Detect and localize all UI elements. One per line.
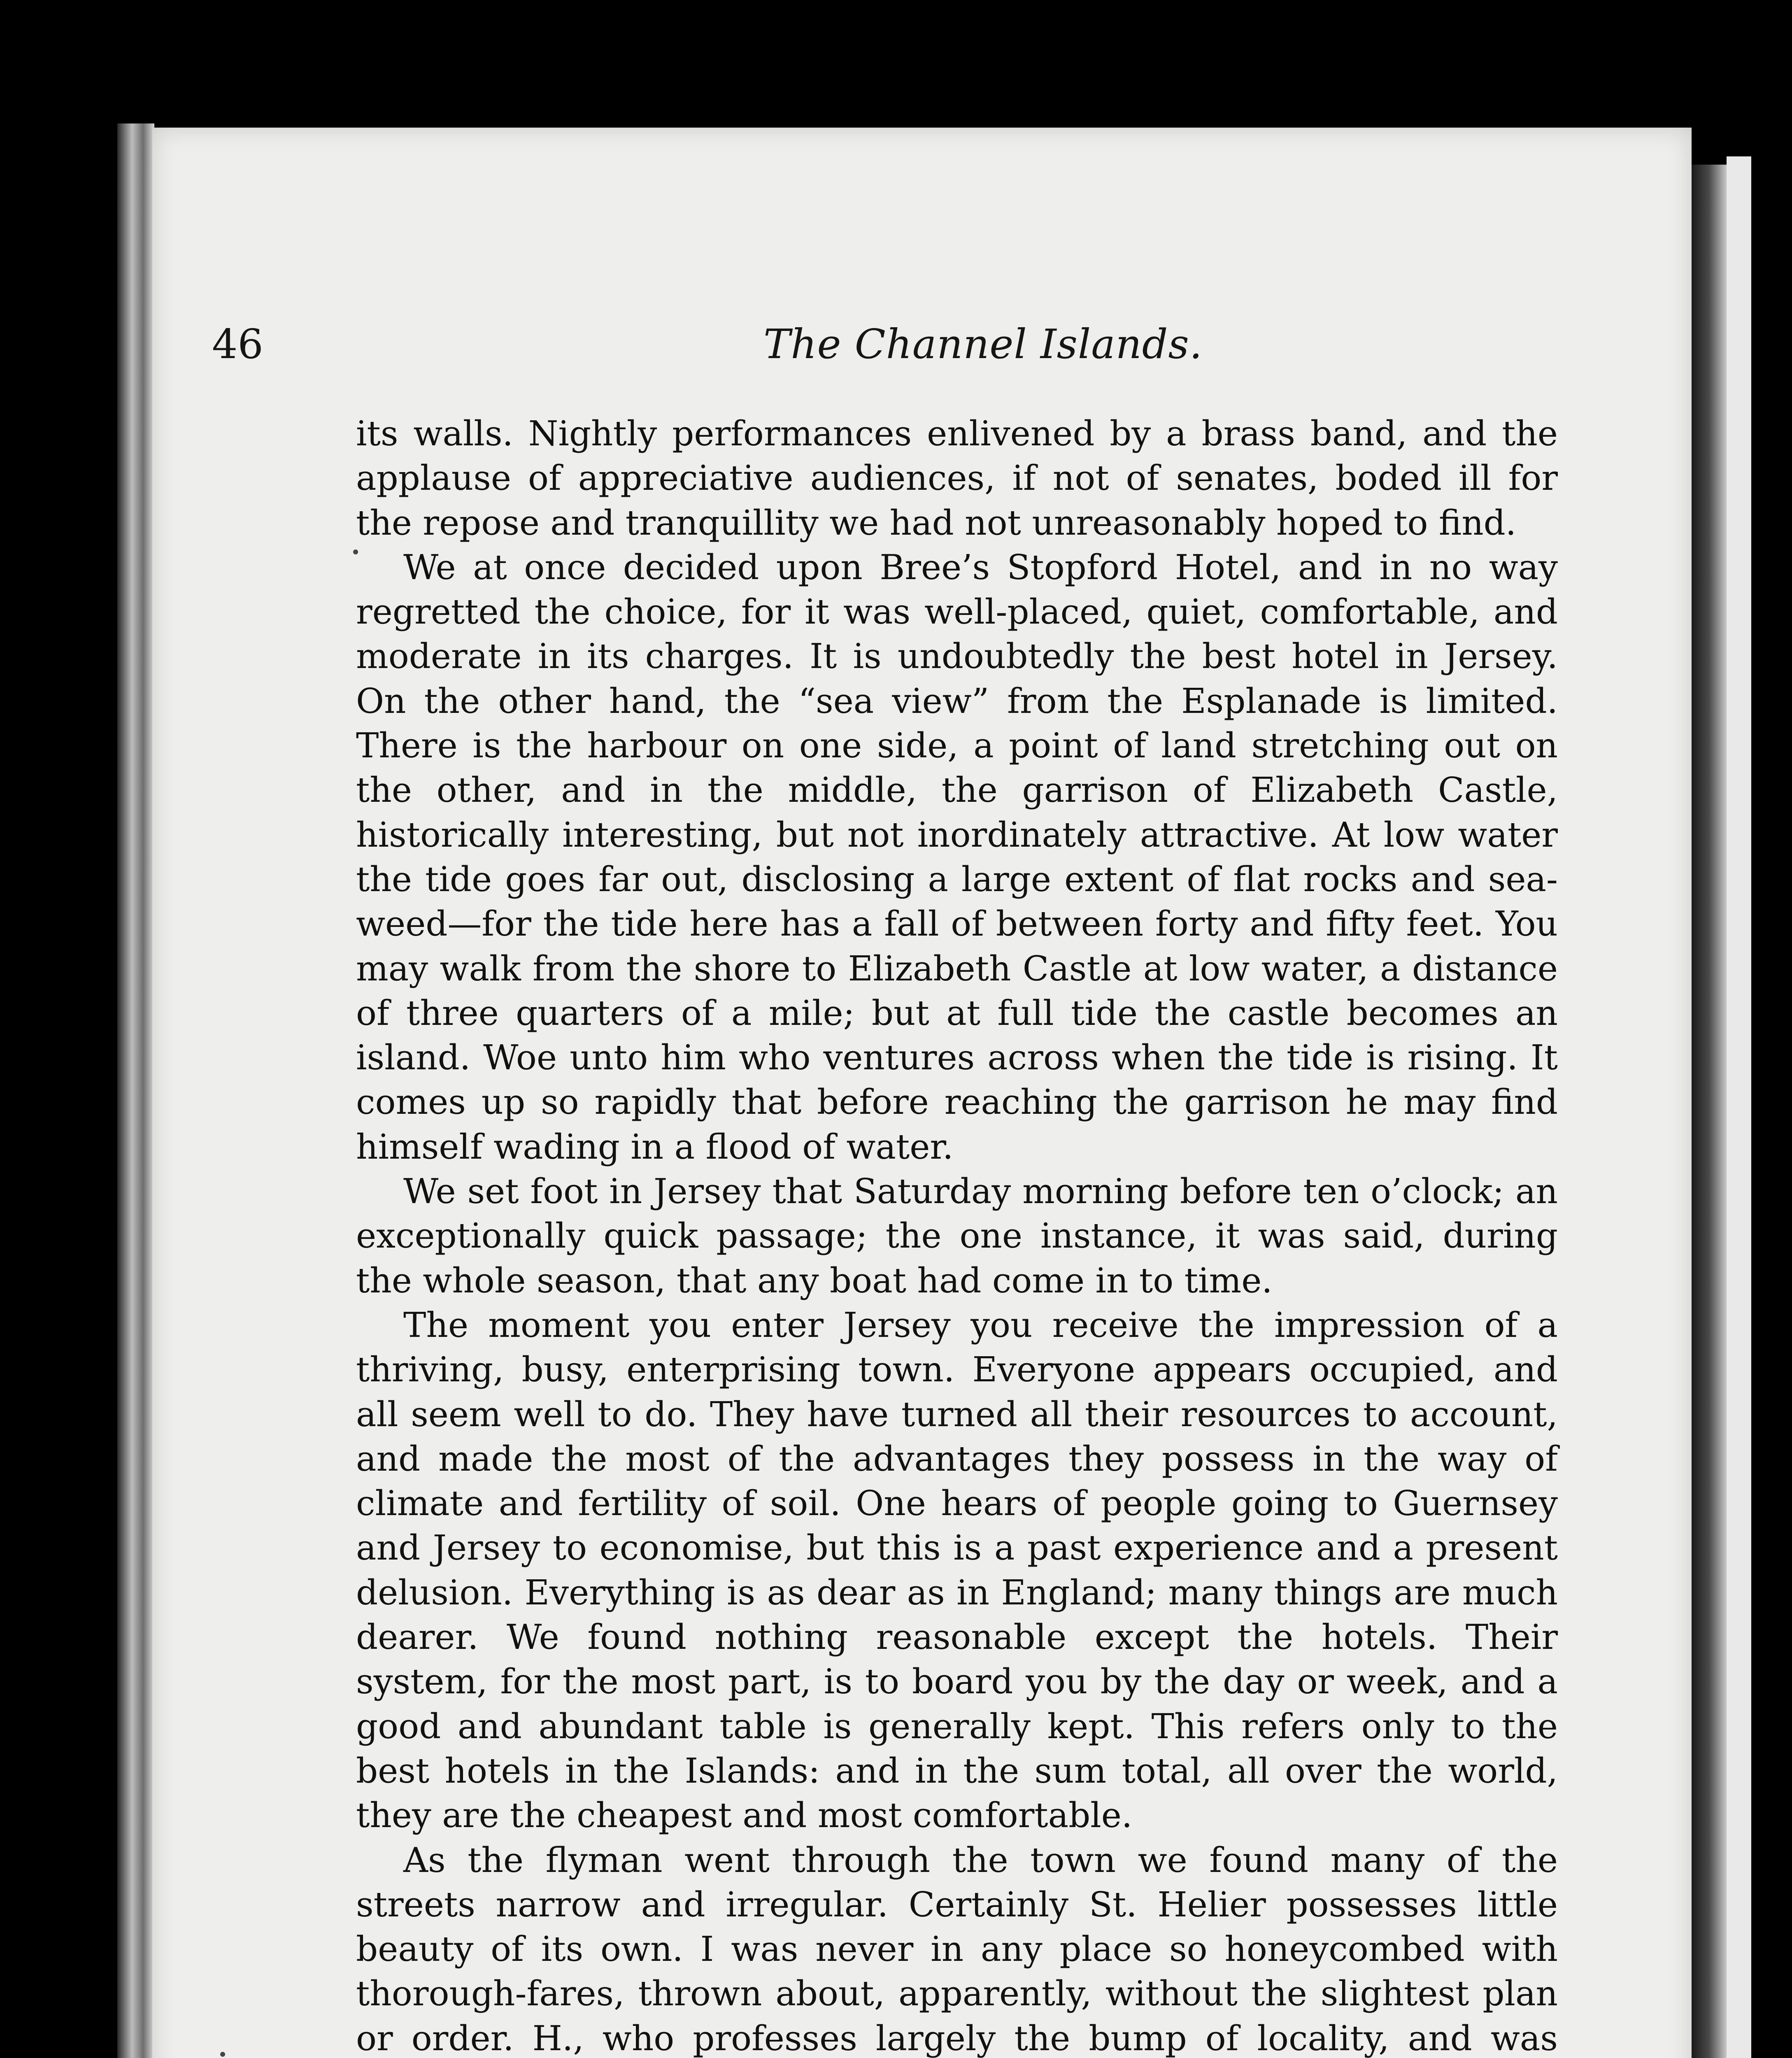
body-text xyxy=(356,412,1558,2058)
running-head xyxy=(212,321,1570,375)
print-speck xyxy=(353,549,358,554)
paragraph-1: its walls. Nightly performances enlivened by a brass band, and the applause of appreciative audiences, if not of senates, boded ill for the repose and tranquillity we had not unreasonably hoped to find. xyxy=(356,414,1558,543)
print-speck xyxy=(220,2052,225,2057)
paragraph-3: We set foot in Jersey that Saturday morning before ten o’clock; an exceptionally quick passage; the one instance, it was said, during the whole season, that any boat had come in to time. xyxy=(356,1171,1558,1301)
paragraph-2: We at once decided upon Bree’s Stopford Hotel, and in no way regretted the choice, for it was well-placed, quiet, comfortable, and moderate in its charges. It is undoubtedly the best hotel in Jersey. On the other hand, the “sea view” from the Esplanade is limited. There is the harbour on one side, a point of land stretching out on the other, and in the middle, the garrison of Elizabeth Castle, historically interesting, but not inordinately attractive. At low water the tide goes far out, disclosing a large extent of flat rocks and sea-weed—for the tide here has a fall of between forty and fifty feet. You may walk from the shore to Elizabeth Castle at low water, a distance of three quarters of a mile; but at full tide the castle becomes an island. Woe unto him who ventures across when the tide is rising. It comes up so rapidly that before reaching the garrison he may find himself wading in a flood of water. xyxy=(356,547,1558,1167)
left-page-edge xyxy=(117,123,154,2058)
running-title: The Channel Islands. xyxy=(763,321,1203,368)
paragraph-4: The moment you enter Jersey you receive the impression of a thriving, busy, enterprising town. Everyone appears occupied, and all seem well to do. They have turned all their resources to account, and made the most of the advantages they possess in the way of climate and fertility of soil. One hears of people going to Guernsey and Jersey to economise, but this is a past experience and a present delusion. Everything is as dear as in England; many things are much dearer. We found nothing reasonable except the hotels. Their system, for the most part, is to board you by the day or week, and a good and abundant table is generally kept. This refers only to the best hotels in the Islands: and in the sum total, all over the world, they are the cheapest and most comfortable. xyxy=(356,1305,1558,1836)
right-page-edge xyxy=(1727,156,1751,2058)
right-gutter xyxy=(1692,165,1727,2058)
page-number: 46 xyxy=(212,321,263,368)
paragraph-5: As the flyman went through the town we found many of the streets narrow and irregular. Certainly St. Helier possesses little beauty of its own. I was never in any place so honeycombed with thorough-fares, thrown about, apparently, without the slightest plan or order. H., who professes largely the bump of locality, and was xyxy=(356,1840,1558,2058)
